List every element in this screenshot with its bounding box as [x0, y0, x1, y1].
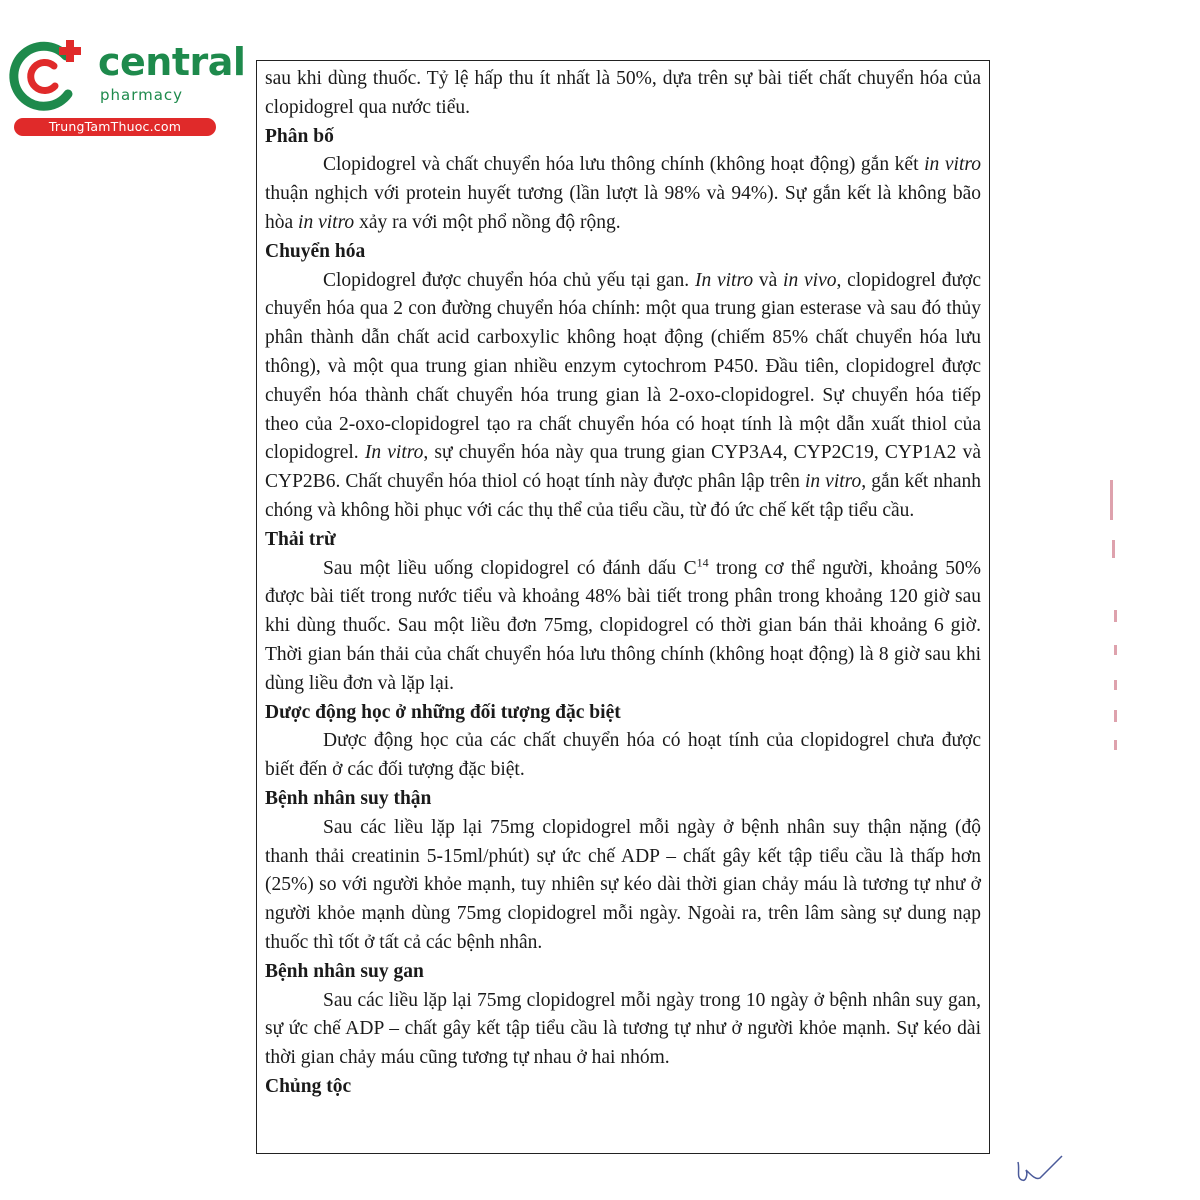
heading-elimination: Thải trừ: [265, 528, 336, 550]
heading-race: Chủng tộc: [265, 1075, 352, 1097]
margin-stamp-marks: [1100, 480, 1130, 780]
logo-subtitle: pharmacy: [100, 86, 184, 104]
logo-name: central: [98, 40, 246, 84]
heading-distribution: Phân bố: [265, 125, 334, 147]
central-pharmacy-logo: [8, 38, 246, 138]
document-page: [256, 60, 990, 1154]
paragraph-elimination: Sau một liều uống clopidogrel có đánh dấu $C^{14}$ trong cơ thể người, khoảng 50% được bài tiết trong nước tiểu và khoảng 48% bài tiết trong phân trong khoảng 120 giờ sau khi dùng thuốc. Sau một liều đơn 75mg, clopidogrel có thời gian bán thải khoảng 6 giờ. Thời gian bán thải của chất chuyển hóa lưu thông chính (không hoạt động) là 8 giờ sau khi dùng liều đơn và lặp lại.: [265, 555, 982, 694]
logo-banner: TrungTamThuoc.com: [14, 118, 216, 136]
heading-special-populations: Dược động học ở những đối tượng đặc biệt: [265, 701, 621, 723]
central-pharmacy-logo-icon: [8, 38, 88, 113]
paragraph-renal: Sau các liều lặp lại 75mg clopidogrel mỗi ngày ở bệnh nhân suy thận nặng (độ thanh thải creatinin 5-15ml/phút) sự ức chế ADP – chất gây kết tập tiểu cầu là thấp hơn (25%) so với người khỏe mạnh, tuy nhiên sự kéo dài thời gian chảy máu là tương tự như ở người khỏe mạnh dùng 75mg clopidogrel mỗi ngày. Ngoài ra, trên lâm sàng sự dung nạp thuốc thì tốt ở tất cả các bệnh nhân.: [265, 816, 981, 953]
paragraph-special-populations: Dược động học của các chất chuyển hóa có hoạt tính của clopidogrel chưa được biết đến ở các đối tượng đặc biệt.: [265, 730, 981, 781]
heading-renal: Bệnh nhân suy thận: [265, 787, 432, 809]
heading-metabolism: Chuyển hóa: [265, 240, 366, 262]
paragraph-distribution: Clopidogrel và chất chuyển hóa lưu thông chính (không hoạt động) gắn kết in vitro thuận nghịch với protein huyết tương (lần lượt là 98% và 94%). Sự gắn kết là không bão hòa in vitro xảy ra với một phổ nồng độ rộng.: [265, 154, 981, 233]
paragraph-metabolism: Clopidogrel được chuyển hóa chủ yếu tại gan. In vitro và in vivo, clopidogrel được chuyển hóa qua 2 con đường chuyển hóa chính: một qua trung gian esterase và sau đó thủy phân thành dẫn chất acid carboxylic không hoạt động (chiếm 85% chất chuyển hóa lưu thông), và một qua trung gian nhiều enzym cytochrom P450. Đầu tiên, clopidogrel được chuyển hóa thành chất chuyển hóa trung gian là 2-oxo-clopidogrel. Sự chuyển hóa tiếp theo của 2-oxo-clopidogrel tạo ra chất chuyển hóa có hoạt tính là một dẫn xuất thiol của clopidogrel. In vitro, sự chuyển hóa này qua trung gian CYP3A4, CYP2C19, CYP1A2 và CYP2B6. Chất chuyển hóa thiol có hoạt tính này được phân lập trên in vitro, gắn kết nhanh chóng và không hồi phục với các thụ thể của tiểu cầu, từ đó ức chế kết tập tiểu cầu.: [265, 269, 981, 521]
intro-paragraph: sau khi dùng thuốc. Tỷ lệ hấp thu ít nhất là 50%, dựa trên sự bài tiết chất chuyển hóa của clopidogrel qua nước tiểu.: [265, 68, 981, 118]
signature-mark: [1010, 1150, 1070, 1190]
paragraph-hepatic: Sau các liều lặp lại 75mg clopidogrel mỗi ngày trong 10 ngày ở bệnh nhân suy gan, sự ức chế ADP – chất gây kết tập tiểu cầu là tương tự như ở người khỏe mạnh. Sự kéo dài thời gian chảy máu cũng tương tự nhau ở hai nhóm.: [265, 989, 981, 1069]
heading-hepatic: Bệnh nhân suy gan: [265, 960, 424, 982]
